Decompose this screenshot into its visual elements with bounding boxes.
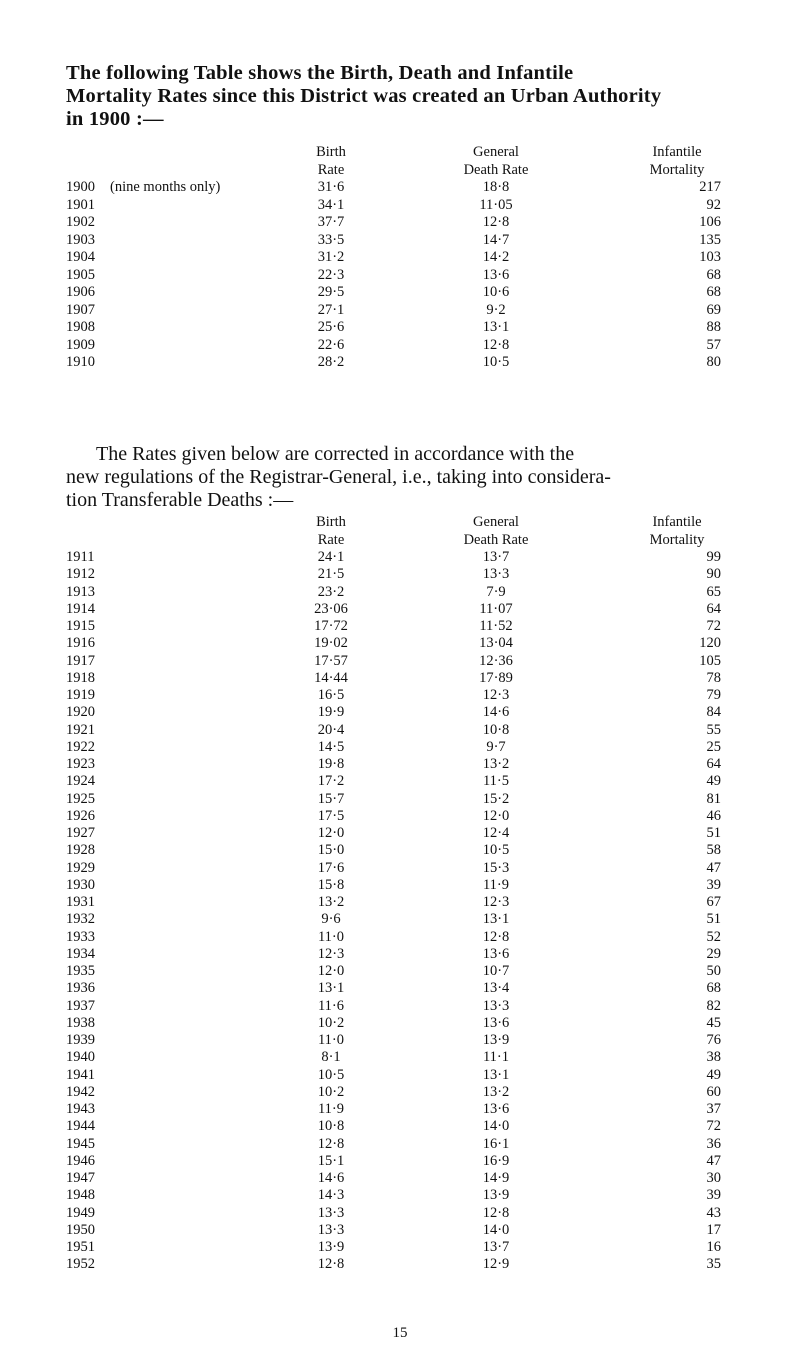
year-cell: 1935 [66, 963, 95, 979]
table-row [66, 214, 766, 231]
table-row [66, 1222, 766, 1239]
table-row [66, 1049, 766, 1066]
table-row [66, 635, 766, 652]
table-row [66, 1170, 766, 1187]
table-row [66, 232, 766, 249]
birth-rate-cell: 12·3 [317, 945, 345, 962]
death-rate-cell: 10·5 [482, 842, 510, 859]
birth-rate-cell: 21·5 [317, 566, 345, 583]
corrections-paragraph [66, 443, 766, 512]
infant-mortality-cell: 29 [706, 945, 721, 962]
table-row [66, 1239, 766, 1256]
infant-mortality-cell: 90 [706, 566, 721, 583]
infant-mortality-cell: 16 [706, 1239, 721, 1255]
birth-rate-cell: 31·2 [317, 249, 345, 265]
birth-rate-cell: 19·02 [314, 635, 348, 652]
table-row [66, 929, 766, 946]
death-rate-cell: 12·8 [482, 336, 510, 353]
year-cell: 1930 [66, 876, 95, 893]
table-row [66, 894, 766, 911]
year-cell: 1921 [66, 721, 95, 738]
table-row [66, 860, 766, 877]
death-rate-cell: 13·1 [482, 1066, 510, 1083]
year-cell: 1945 [66, 1135, 95, 1152]
header-birth-line2: Rate [317, 162, 345, 178]
death-rate-cell: 11·52 [479, 618, 513, 634]
infant-mortality-cell: 68 [706, 980, 721, 997]
birth-rate-cell: 10·8 [317, 1118, 345, 1135]
death-rate-cell: 11·07 [479, 600, 513, 617]
death-rate-cell: 12·0 [482, 807, 510, 824]
birth-rate-cell: 11·0 [317, 928, 345, 945]
birth-rate-cell: 12·0 [317, 963, 345, 979]
birth-rate-cell: 10·2 [317, 1083, 345, 1100]
year-cell: 1907 [66, 301, 95, 318]
infant-mortality-cell: 30 [706, 1170, 721, 1186]
birth-rate-cell: 10·2 [317, 1014, 345, 1031]
death-rate-cell: 14·9 [482, 1170, 510, 1186]
death-rate-cell: 16·1 [482, 1135, 510, 1152]
table-row [66, 179, 766, 196]
birth-rate-cell: 17·72 [314, 618, 348, 634]
year-cell: 1943 [66, 1101, 95, 1117]
year-cell: 1946 [66, 1152, 95, 1169]
year-cell: 1931 [66, 894, 95, 910]
table-row [66, 773, 766, 790]
birth-rate-cell: 28·2 [317, 354, 345, 370]
year-cell: 1903 [66, 231, 95, 248]
death-rate-cell: 10·8 [482, 721, 510, 738]
table-row [66, 1032, 766, 1049]
death-rate-cell: 13·6 [482, 1014, 510, 1031]
table-row [66, 1067, 766, 1084]
paragraph-line-1: The Rates given below are corrected in accordance with the [96, 443, 575, 465]
birth-rate-cell: 12·8 [317, 1135, 345, 1152]
year-cell: 1949 [66, 1204, 95, 1221]
infant-mortality-cell: 57 [706, 336, 721, 353]
year-cell: 1901 [66, 196, 95, 213]
birth-rate-cell: 11·0 [317, 1032, 345, 1048]
death-rate-cell: 14·0 [482, 1221, 510, 1238]
table-row [66, 877, 766, 894]
infant-mortality-cell: 72 [706, 1118, 721, 1135]
table-row [66, 302, 766, 319]
table-row [66, 284, 766, 301]
birth-rate-cell: 31·6 [317, 179, 345, 195]
birth-rate-cell: 14·5 [317, 738, 345, 755]
birth-rate-cell: 37·7 [317, 214, 345, 230]
infant-mortality-cell: 217 [699, 179, 721, 195]
header-general-death-rate [446, 143, 546, 179]
header-infantile-mortality [621, 143, 733, 179]
birth-rate-cell: 13·1 [317, 980, 345, 997]
table-row [66, 1118, 766, 1135]
birth-rate-cell: 23·2 [317, 583, 345, 600]
birth-rate-cell: 15·1 [317, 1152, 345, 1169]
death-rate-cell: 13·7 [482, 1239, 510, 1255]
infant-mortality-cell: 64 [706, 600, 721, 617]
table-row [66, 1256, 766, 1273]
table-row [66, 791, 766, 808]
table-row [66, 319, 766, 336]
infant-mortality-cell: 39 [706, 1187, 721, 1204]
table-row [66, 566, 766, 583]
birth-rate-cell: 23·06 [314, 600, 348, 617]
birth-rate-cell: 10·5 [317, 1066, 345, 1083]
infant-mortality-cell: 68 [706, 284, 721, 300]
infant-mortality-cell: 135 [699, 231, 721, 248]
birth-rate-cell: 34·1 [317, 196, 345, 213]
table-row [66, 739, 766, 756]
infant-mortality-cell: 103 [699, 249, 721, 265]
year-cell: 1928 [66, 842, 95, 859]
infant-mortality-cell: 47 [706, 1152, 721, 1169]
infant-mortality-cell: 36 [706, 1135, 721, 1152]
birth-rate-cell: 17·57 [314, 652, 348, 669]
birth-rate-cell: 25·6 [317, 319, 345, 335]
table-row [66, 354, 766, 371]
birth-rate-cell: 14·6 [317, 1170, 345, 1186]
header-general-line2: Death Rate [463, 532, 529, 548]
infant-mortality-cell: 47 [706, 859, 721, 876]
table-row [66, 249, 766, 266]
paragraph-line-3: tion Transferable Deaths :— [66, 489, 294, 511]
infant-mortality-cell: 81 [706, 790, 721, 807]
death-rate-cell: 12·36 [479, 652, 513, 669]
birth-rate-cell: 24·1 [317, 549, 345, 565]
year-cell: 1938 [66, 1014, 95, 1031]
infant-mortality-cell: 43 [706, 1204, 721, 1221]
death-rate-cell: 13·04 [479, 635, 513, 652]
header-birth-line1: Birth [316, 514, 346, 530]
table-row [66, 687, 766, 704]
birth-rate-cell: 15·0 [317, 842, 345, 859]
birth-rate-cell: 15·7 [317, 790, 345, 807]
birth-rate-cell: 19·9 [317, 704, 345, 721]
year-cell: 1926 [66, 807, 95, 824]
birth-rate-cell: 11·6 [317, 997, 345, 1014]
table-row [66, 267, 766, 284]
header-infantile-line2: Mortality [649, 532, 705, 548]
death-rate-cell: 10·6 [482, 284, 510, 300]
infant-mortality-cell: 49 [706, 773, 721, 790]
year-cell: 1927 [66, 825, 95, 841]
table-row [66, 670, 766, 687]
table-row [66, 808, 766, 825]
header-general-line1: General [473, 144, 519, 160]
year-cell: 1936 [66, 980, 95, 997]
year-cell: 1914 [66, 600, 95, 617]
year-cell: 1937 [66, 997, 95, 1014]
death-rate-cell: 12·3 [482, 687, 510, 703]
table-row [66, 1136, 766, 1153]
year-cell: 1906 [66, 284, 95, 300]
infant-mortality-cell: 88 [706, 319, 721, 335]
birth-rate-cell: 8·1 [321, 1049, 341, 1066]
table-row [66, 1205, 766, 1222]
table-row [66, 1101, 766, 1118]
infant-mortality-cell: 65 [706, 583, 721, 600]
year-cell: 1942 [66, 1083, 95, 1100]
death-rate-cell: 11·1 [482, 1049, 510, 1066]
death-rate-cell: 12·8 [482, 1204, 510, 1221]
infant-mortality-cell: 55 [706, 721, 721, 738]
birth-rate-cell: 33·5 [317, 231, 345, 248]
year-cell: 1924 [66, 773, 95, 790]
year-cell: 1933 [66, 928, 95, 945]
death-rate-cell: 9·7 [486, 738, 506, 755]
birth-rate-cell: 22·6 [317, 336, 345, 353]
header-infantile-mortality [621, 513, 733, 549]
infant-mortality-cell: 45 [706, 1014, 721, 1031]
year-cell: 1929 [66, 859, 95, 876]
death-rate-cell: 13·6 [482, 266, 510, 283]
year-cell: 1902 [66, 214, 95, 230]
death-rate-cell: 14·6 [482, 704, 510, 721]
death-rate-cell: 13·6 [482, 1101, 510, 1117]
birth-rate-cell: 13·3 [317, 1204, 345, 1221]
year-cell: 1912 [66, 566, 95, 583]
death-rate-cell: 10·5 [482, 354, 510, 370]
heading-line-3: in 1900 :— [66, 108, 164, 130]
table-row [66, 998, 766, 1015]
birth-rate-cell: 17·6 [317, 859, 345, 876]
death-rate-cell: 11·5 [482, 773, 510, 790]
birth-rate-cell: 29·5 [317, 284, 345, 300]
year-cell: 1940 [66, 1049, 95, 1066]
infant-mortality-cell: 17 [706, 1221, 721, 1238]
table-row [66, 1153, 766, 1170]
birth-rate-cell: 9·6 [321, 911, 341, 928]
death-rate-cell: 13·2 [482, 1083, 510, 1100]
death-rate-cell: 9·2 [486, 301, 506, 318]
infant-mortality-cell: 68 [706, 266, 721, 283]
year-cell: 1947 [66, 1170, 95, 1186]
infant-mortality-cell: 39 [706, 876, 721, 893]
year-cell: 1944 [66, 1118, 95, 1135]
header-birth-line1: Birth [316, 144, 346, 160]
year-cell: 1951 [66, 1239, 95, 1255]
death-rate-cell: 16·9 [482, 1152, 510, 1169]
header-infantile-line2: Mortality [649, 162, 705, 178]
death-rate-cell: 17·89 [479, 669, 513, 686]
death-rate-cell: 15·2 [482, 790, 510, 807]
table-row [66, 911, 766, 928]
infant-mortality-cell: 80 [706, 354, 721, 370]
year-cell: 1910 [66, 354, 95, 370]
year-cell: 1948 [66, 1187, 95, 1204]
table-row [66, 653, 766, 670]
infant-mortality-cell: 69 [706, 301, 721, 318]
death-rate-cell: 12·4 [482, 825, 510, 841]
birth-rate-cell: 17·2 [317, 773, 345, 790]
death-rate-cell: 12·8 [482, 928, 510, 945]
year-cell: 1917 [66, 652, 95, 669]
infant-mortality-cell: 58 [706, 842, 721, 859]
year-cell: 1922 [66, 738, 95, 755]
infant-mortality-cell: 64 [706, 756, 721, 772]
infant-mortality-cell: 49 [706, 1066, 721, 1083]
paragraph-line-2: new regulations of the Registrar-General, i.e., taking into considera- [66, 466, 611, 488]
year-cell: 1932 [66, 911, 95, 928]
table-row [66, 584, 766, 601]
table-row [66, 980, 766, 997]
year-cell: 1904 [66, 249, 95, 265]
table-row [66, 197, 766, 214]
infant-mortality-cell: 72 [706, 618, 721, 634]
death-rate-cell: 12·3 [482, 894, 510, 910]
infant-mortality-cell: 120 [699, 635, 721, 652]
header-infantile-line1: Infantile [652, 144, 702, 160]
infant-mortality-cell: 99 [706, 549, 721, 565]
infant-mortality-cell: 84 [706, 704, 721, 721]
death-rate-cell: 10·7 [482, 963, 510, 979]
year-cell: 1905 [66, 266, 95, 283]
table-row [66, 1084, 766, 1101]
year-cell: 1934 [66, 945, 95, 962]
death-rate-cell: 12·8 [482, 214, 510, 230]
infant-mortality-cell: 38 [706, 1049, 721, 1066]
death-rate-cell: 13·1 [482, 319, 510, 335]
birth-rate-cell: 14·44 [314, 669, 348, 686]
death-rate-cell: 13·9 [482, 1032, 510, 1048]
death-rate-cell: 11·9 [482, 876, 510, 893]
header-general-death-rate [446, 513, 546, 549]
infant-mortality-cell: 25 [706, 738, 721, 755]
table-row [66, 722, 766, 739]
infant-mortality-cell: 51 [706, 825, 721, 841]
birth-rate-cell: 13·3 [317, 1221, 345, 1238]
heading-line-1: The following Table shows the Birth, Death and Infantile [66, 62, 574, 84]
death-rate-cell: 13·3 [482, 566, 510, 583]
birth-rate-cell: 13·2 [317, 894, 345, 910]
table-row [66, 618, 766, 635]
infant-mortality-cell: 92 [706, 196, 721, 213]
death-rate-cell: 13·7 [482, 549, 510, 565]
header-infantile-line1: Infantile [652, 514, 702, 530]
death-rate-cell: 7·9 [486, 583, 506, 600]
year-cell: 1900 [66, 179, 95, 195]
year-cell: 1939 [66, 1032, 95, 1048]
table-row [66, 601, 766, 618]
death-rate-cell: 13·9 [482, 1187, 510, 1204]
death-rate-cell: 13·4 [482, 980, 510, 997]
death-rate-cell: 13·2 [482, 756, 510, 772]
year-cell: 1915 [66, 618, 95, 634]
infant-mortality-cell: 60 [706, 1083, 721, 1100]
infant-mortality-cell: 79 [706, 687, 721, 703]
birth-rate-cell: 14·3 [317, 1187, 345, 1204]
infant-mortality-cell: 106 [699, 214, 721, 230]
year-cell: 1908 [66, 319, 95, 335]
birth-rate-cell: 12·0 [317, 825, 345, 841]
year-cell: 1923 [66, 756, 95, 772]
death-rate-cell: 13·1 [482, 911, 510, 928]
table-row [66, 704, 766, 721]
death-rate-cell: 18·8 [482, 179, 510, 195]
header-general-line2: Death Rate [463, 162, 529, 178]
infant-mortality-cell: 82 [706, 997, 721, 1014]
death-rate-cell: 14·2 [482, 249, 510, 265]
infant-mortality-cell: 76 [706, 1032, 721, 1048]
page-heading [66, 62, 766, 131]
death-rate-cell: 14·0 [482, 1118, 510, 1135]
header-birth-line2: Rate [317, 532, 345, 548]
death-rate-cell: 14·7 [482, 231, 510, 248]
infant-mortality-cell: 51 [706, 911, 721, 928]
table-row [66, 963, 766, 980]
table-row [66, 1015, 766, 1032]
death-rate-cell: 13·6 [482, 945, 510, 962]
year-cell: 1911 [66, 549, 95, 565]
birth-rate-cell: 11·9 [317, 1101, 345, 1117]
table-row [66, 825, 766, 842]
header-general-line1: General [473, 514, 519, 530]
year-cell: 1925 [66, 790, 95, 807]
infant-mortality-cell: 67 [706, 894, 721, 910]
year-cell: 1919 [66, 687, 95, 703]
death-rate-cell: 15·3 [482, 859, 510, 876]
death-rate-cell: 13·3 [482, 997, 510, 1014]
birth-rate-cell: 27·1 [317, 301, 345, 318]
page-number: 15 [392, 1325, 408, 1341]
table-row [66, 1187, 766, 1204]
birth-rate-cell: 19·8 [317, 756, 345, 772]
infant-mortality-cell: 46 [706, 807, 721, 824]
header-birth-rate [286, 143, 376, 179]
year-cell: 1952 [66, 1256, 95, 1273]
death-rate-cell: 11·05 [479, 196, 513, 213]
infant-mortality-cell: 50 [706, 963, 721, 979]
heading-line-2: Mortality Rates since this District was created an Urban Authority [66, 85, 662, 107]
birth-rate-cell: 20·4 [317, 721, 345, 738]
birth-rate-cell: 15·8 [317, 876, 345, 893]
year-cell: 1913 [66, 583, 95, 600]
year-cell: 1941 [66, 1066, 95, 1083]
year-cell: 1916 [66, 635, 95, 652]
table-row [66, 549, 766, 566]
birth-rate-cell: 17·5 [317, 807, 345, 824]
table-row [66, 946, 766, 963]
infant-mortality-cell: 37 [706, 1101, 721, 1117]
birth-rate-cell: 13·9 [317, 1239, 345, 1255]
birth-rate-cell: 12·8 [317, 1256, 345, 1273]
birth-rate-cell: 16·5 [317, 687, 345, 703]
year-cell: 1950 [66, 1221, 95, 1238]
death-rate-cell: 12·9 [482, 1256, 510, 1273]
infant-mortality-cell: 52 [706, 928, 721, 945]
year-cell: 1918 [66, 669, 95, 686]
infant-mortality-cell: 105 [699, 652, 721, 669]
row-note: (nine months only) [110, 179, 221, 195]
infant-mortality-cell: 78 [706, 669, 721, 686]
table-row [66, 842, 766, 859]
table-row [66, 756, 766, 773]
birth-rate-cell: 22·3 [317, 266, 345, 283]
infant-mortality-cell: 35 [706, 1256, 721, 1273]
table-row [66, 337, 766, 354]
year-cell: 1920 [66, 704, 95, 721]
header-birth-rate [286, 513, 376, 549]
year-cell: 1909 [66, 336, 95, 353]
